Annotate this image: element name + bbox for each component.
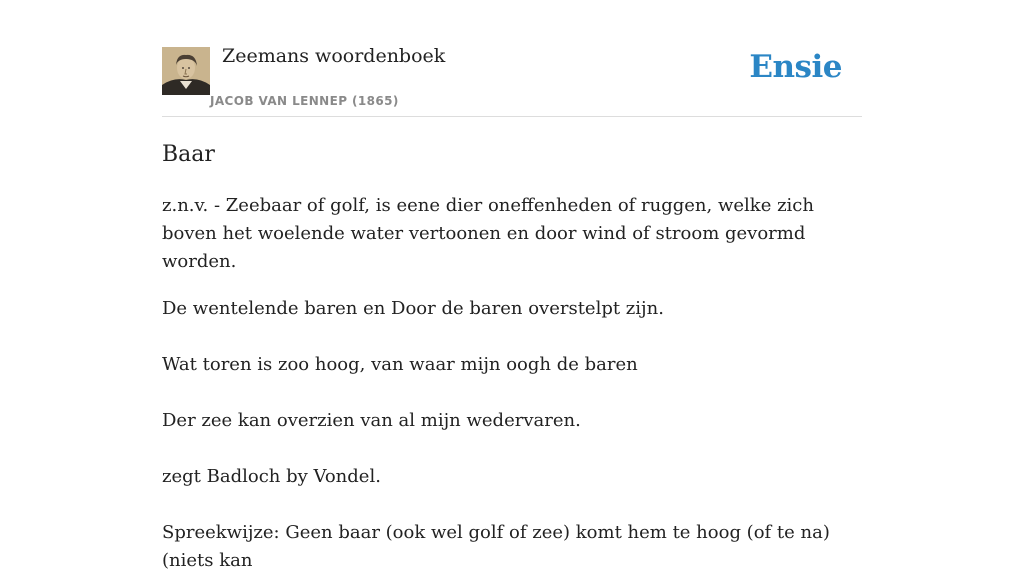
quote-line: De wentelende baren en Door de baren overstelpt zijn.: [162, 298, 664, 319]
quote-line: Wat toren is zoo hoog, van waar mijn oogh de baren: [162, 354, 638, 375]
ensie-logo[interactable]: Ensie: [749, 49, 842, 85]
proverb-line: Spreekwijze: Geen baar (ook wel golf of zee) komt hem te hoog (of te na) (niets kan: [162, 522, 830, 571]
author-portrait-icon[interactable]: [162, 47, 210, 95]
dictionary-title[interactable]: Zeemans woordenboek: [222, 45, 446, 67]
quote-line: Der zee kan overzien van al mijn wedervaren.: [162, 410, 581, 431]
entry-content: [162, 140, 862, 575]
entry-term: Baar: [162, 142, 215, 167]
dictionary-author: JACOB VAN LENNEP (1865): [210, 94, 399, 108]
dictionary-header: [162, 0, 862, 117]
quote-attribution: zegt Badloch by Vondel.: [162, 466, 381, 487]
entry-definition: z.n.v. - Zeebaar of golf, is eene dier oneffenheden of ruggen, welke zich boven het woelende water vertoonen en door wind of stroom gevormd worden.: [162, 195, 814, 272]
